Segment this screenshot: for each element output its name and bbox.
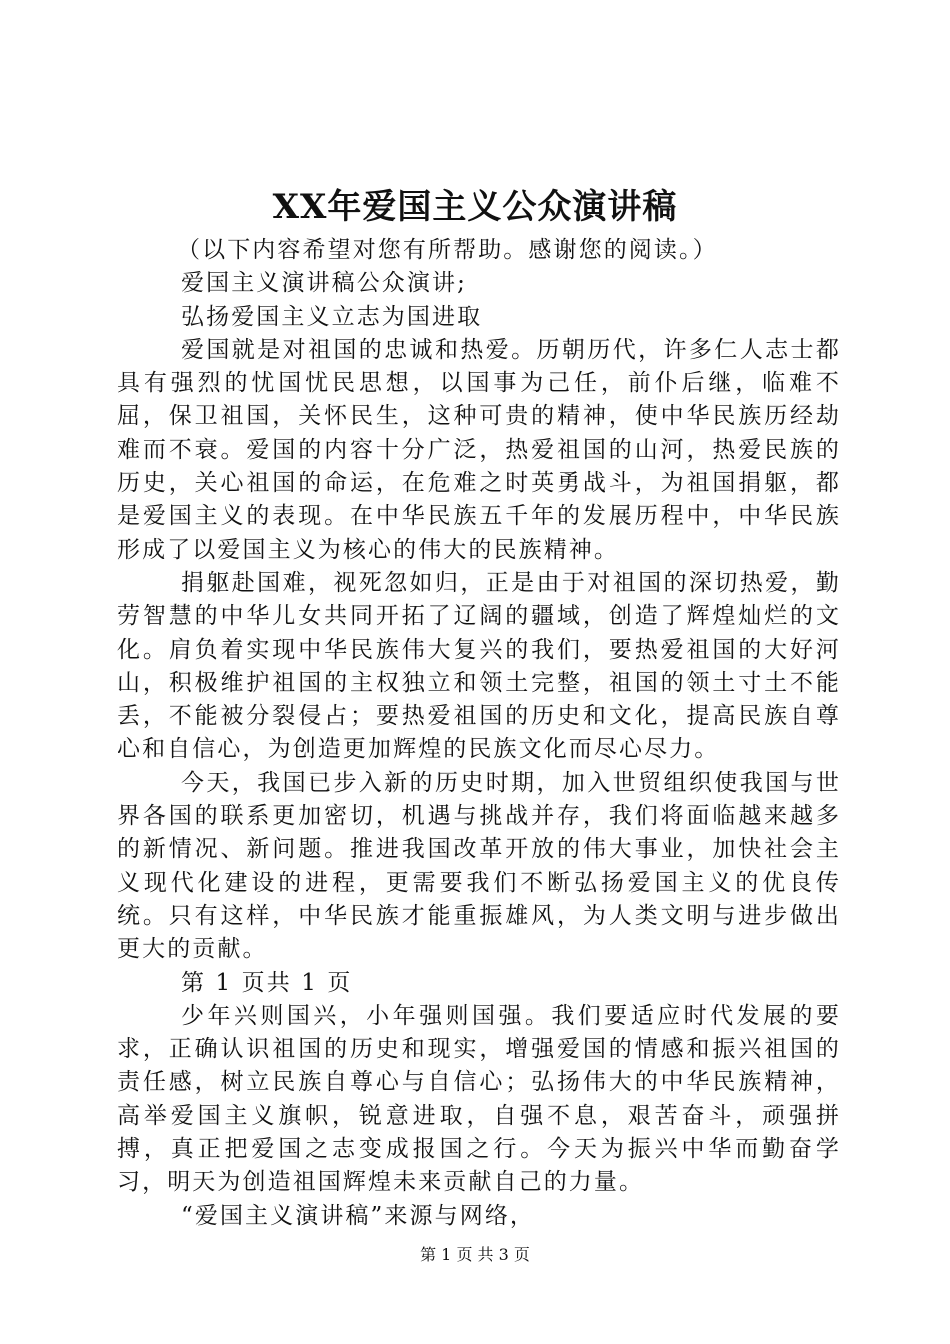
document-body (117, 234, 841, 1233)
intro-line: （以下内容希望对您有所帮助。感谢您的阅读。） (177, 237, 718, 263)
page-footer: 第 1 页 共 3 页 (420, 1245, 530, 1264)
paragraph-4: 少年兴则国兴，小年强则国强。我们要适应时代发展的要求，正确认识祖国的历史和现实，增强爱国的情感和振兴祖国的责任感，树立民族自尊心与自信心；弘扬伟大的中华民族精神，高举爱国主义旗帜，锐意进取，自强不息，艰苦奋斗，顽强拼搏，真正把爱国之志变成报国之行。今天为振兴中华而勤奋学习，明天为创造祖国辉煌未来贡献自己的力量。 (117, 1002, 841, 1196)
inline-page-marker: 第 1 页共 1 页 (181, 969, 353, 996)
subtitle-line-1: 爱国主义演讲稿公众演讲; (181, 270, 467, 297)
document-title: XX年爱国主义公众演讲稿 (272, 187, 678, 227)
paragraph-2: 捐躯赴国难，视死忽如归，正是由于对祖国的深切热爱，勤劳智慧的中华儿女共同开拓了辽阔的疆域，创造了辉煌灿烂的文化。肩负着实现中华民族伟大复兴的我们，要热爱祖国的大好河山，积极维护祖国的主权独立和领土完整，祖国的领土寸土不能丢，不能被分裂侵占；要热爱祖国的历史和文化，提高民族自尊心和自信心，为创造更加辉煌的民族文化而尽心尽力。 (117, 569, 841, 763)
paragraph-3: 今天，我国已步入新的历史时期，加入世贸组织使我国与世界各国的联系更加密切，机遇与挑战并存，我们将面临越来越多的新情况、新问题。推进我国改革开放的伟大事业，加快社会主义现代化建设的进程，更需要我们不断弘扬爱国主义的优良传统。只有这样，中华民族才能重振雄风，为人类文明与进步做出更大的贡献。 (117, 769, 841, 963)
subtitle-line-2: 弘扬爱国主义立志为国进取 (181, 303, 483, 330)
paragraph-1: 爱国就是对祖国的忠诚和热爱。历朝历代，许多仁人志士都具有强烈的忧国忧民思想，以国事为己任，前仆后继，临难不屈，保卫祖国，关怀民生，这种可贵的精神，使中华民族历经劫难而不衰。爱国的内容十分广泛，热爱祖国的山河，热爱民族的历史，关心祖国的命运，在危难之时英勇战斗，为祖国捐躯，都是爱国主义的表现。在中华民族五千年的发展历程中，中华民族形成了以爱国主义为核心的伟大的民族精神。 (117, 336, 841, 563)
closing-line: “爱国主义演讲稿”来源与网络， (181, 1202, 536, 1229)
